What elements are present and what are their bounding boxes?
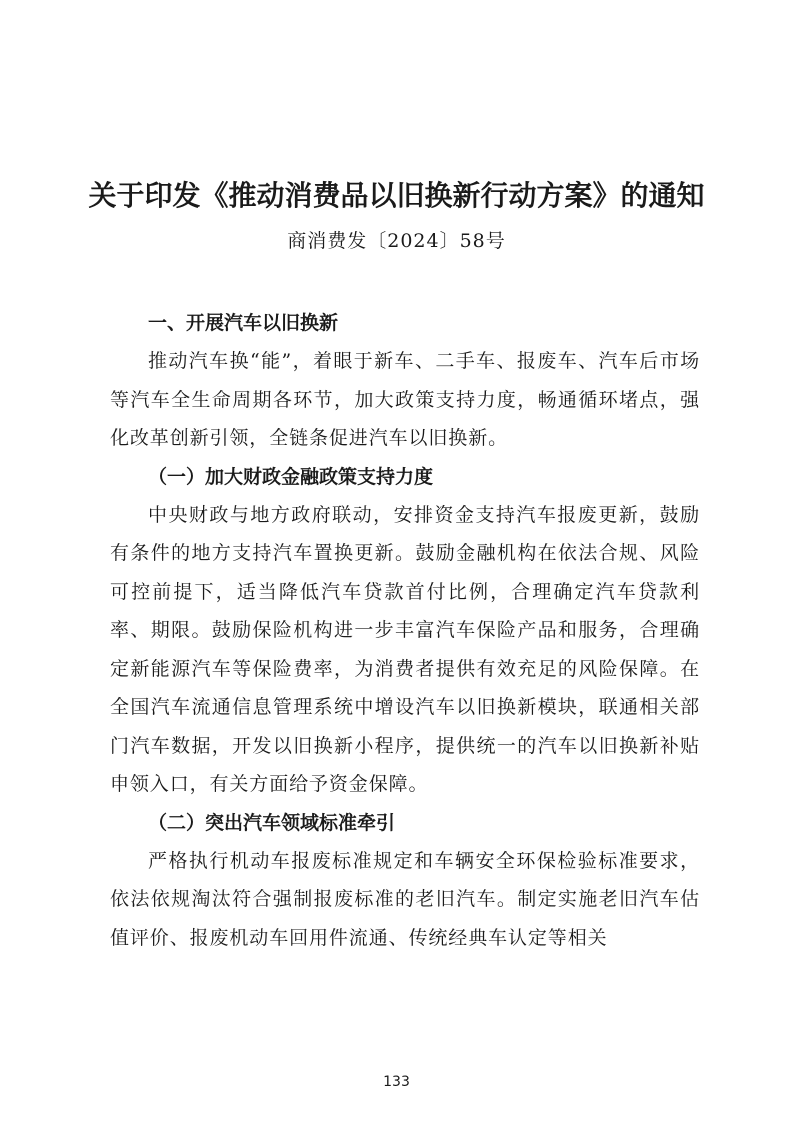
subsection-paragraph: 严格执行机动车报废标准规定和车辆安全环保检验标准要求，依法依规淘汰符合强制报废标准的老旧汽车。制定实施老旧汽车估值评价、报废机动车回用件流通、传统经典车认定等相关 bbox=[110, 849, 700, 949]
document-number: 商消费发〔2024〕58号 bbox=[287, 230, 506, 252]
section-heading: 一、开展汽车以旧换新 bbox=[148, 312, 339, 334]
subsection-heading: （一）加大财政金融政策支持力度 bbox=[148, 465, 434, 488]
document-body bbox=[110, 304, 700, 957]
subsection-paragraph: 中央财政与地方政府联动，安排资金支持汽车报废更新，鼓励有条件的地方支持汽车置换更新。鼓励金融机构在依法合规、风险可控前提下，适当降低汽车贷款首付比例，合理确定汽车贷款利率、期限。鼓励保险机构进一步丰富汽车保险产品和服务，合理确定新能源汽车等保险费率，为消费者提供有效充足的风险保障。在全国汽车流通信息管理系统中增设汽车以旧换新模块，联通相关部门汽车数据，开发以旧换新小程序，提供统一的汽车以旧换新补贴申领入口，有关方面给予资金保障。 bbox=[110, 503, 700, 795]
document-title: 关于印发《推动消费品以旧换新行动方案》的通知 bbox=[88, 179, 705, 212]
subsection-heading: （二）突出汽车领域标准牵引 bbox=[148, 811, 396, 834]
section-intro-paragraph: 推动汽车换“能”，着眼于新车、二手车、报废车、汽车后市场等汽车全生命周期各环节，加大政策支持力度，畅通循环堵点，强化改革创新引领，全链条促进汽车以旧换新。 bbox=[110, 350, 700, 449]
page-number: 133 bbox=[383, 1074, 410, 1090]
